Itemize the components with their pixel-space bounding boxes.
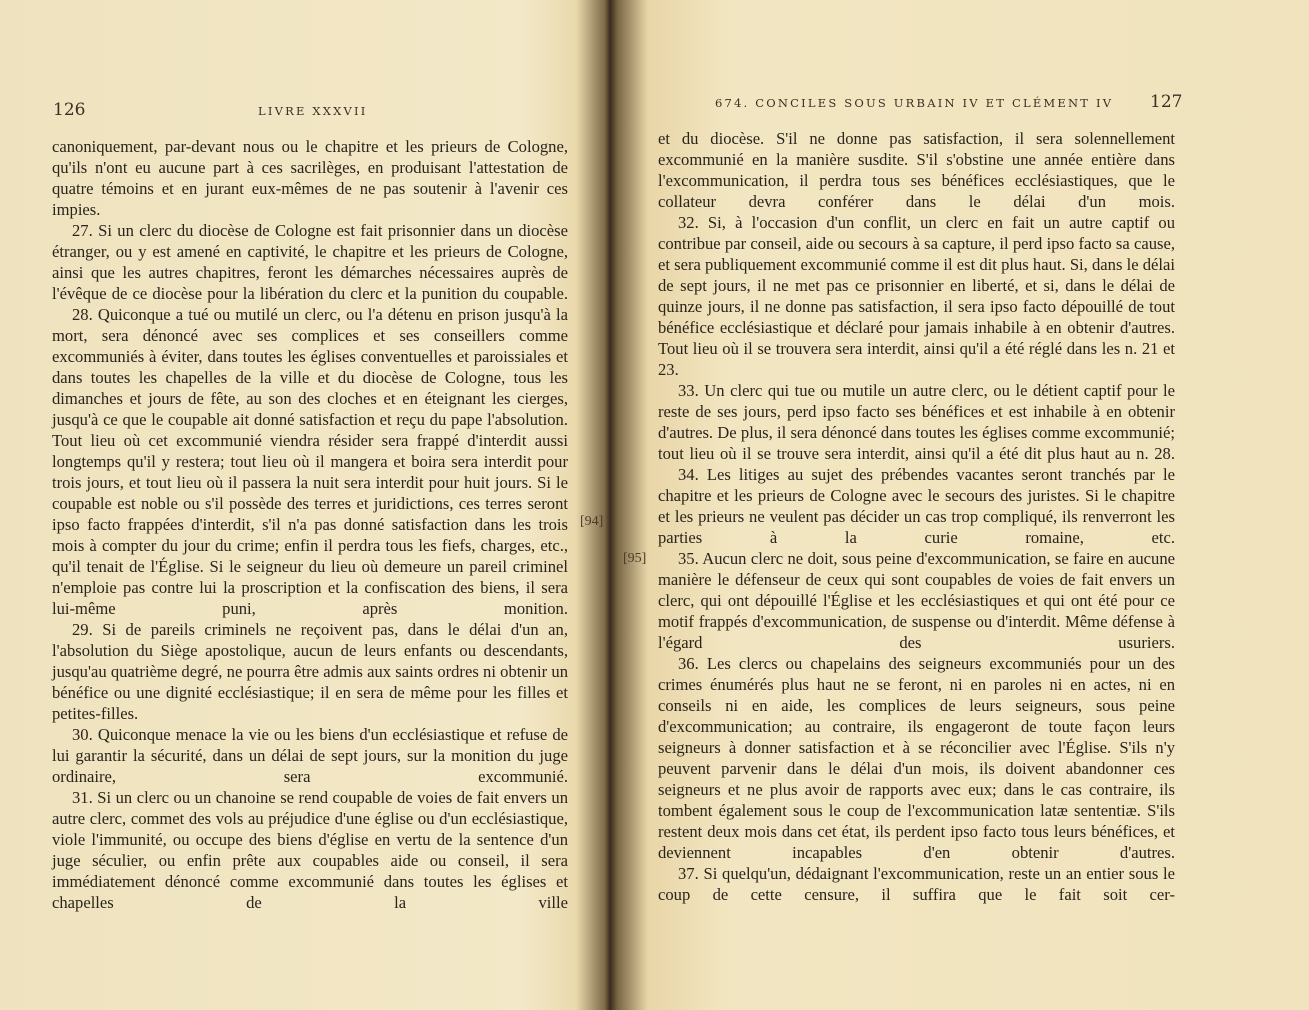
paragraph: 28. Quiconque a tué ou mutilé un clerc, ou l'a détenu en prison jusqu'à la mort, sera dénoncé avec ses complices et ses conseillers comme excommuniés à éviter, dans toutes les églises conventuelles et paroissiales et dans toutes les chapelles de la ville et du diocèse de Cologne, tous les dimanches et jours de fête, au son des cloches et en éteignant les cierges, jusqu'à ce que le coupable ait donné satisfaction et reçu du pape l'absolution. Tout lieu où cet excommunié viendra résider sera frappé d'interdit aussi longtemps qu'il y restera; tout lieu où il mangera et boira sera interdit pour trois jours, et tout lieu où il passera la nuit sera interdit pour huit jours. Si le coupable est noble ou s'il possède des terres et juridictions, ces terres seront ipso facto frappées d'interdit, s'il n'a pas donné satisfaction dans les trois mois à compter du jour du crime; enfin il perdra tous les fiefs, charges, etc., qu'il tenait de l'Église. Si le seigneur du lieu où demeure un pareil criminel n'emploie pas contre lui la proscription et la confiscation des biens, il sera lui-même puni, après monition. xyxy=(52,305,568,618)
right-page-number: 127 xyxy=(1150,92,1183,112)
paragraph: 36. Les clercs ou chapelains des seigneurs excommuniés pour un des crimes énumérés plus haut ne se feront, ni en paroles ni en actes, ni en conseils ni en aide, les complices de leurs seigneurs, sous peine d'excommunication; au contraire, ils engageront de toute façon leurs seigneurs à donner satisfaction et à se réconcilier avec l'Église. S'ils n'y peuvent parvenir dans le délai d'un mois, ils doivent abandonner ces seigneurs et ne plus avoir de rapports avec eux; dans le cas contraire, ils tombent également sous le coup de l'excommunication latæ sententiæ. S'ils restent deux mois dans cet état, ils perdent ipso facto tous leurs bénéfices, et deviennent incapables d'en obtenir d'autres. xyxy=(658,654,1175,862)
margin-reference: [94] xyxy=(580,514,604,529)
left-page-number: 126 xyxy=(53,100,86,120)
paragraph: 35. Aucun clerc ne doit, sous peine d'excommunication, se faire en aucune manière le défenseur de ceux qui sont coupables de voies de fait envers un clerc, qui ont dépouillé l'Église et les ecclésiastiques et qui ont été pour ce motif frappés d'excommunication, de suspense ou d'interdit. Même défense à l'égard des usuriers. xyxy=(658,549,1175,652)
paragraph: canoniquement, par-devant nous ou le chapitre et les prieurs de Cologne, qu'ils n'ont eu aucune part à ces sacrilèges, en produisant l'attestation de quatre témoins et en jurant eux-mêmes de ne pas soutenir à l'avenir ces impies. xyxy=(52,137,568,219)
left-page xyxy=(0,0,605,1010)
left-body-text xyxy=(52,136,568,913)
right-body-text xyxy=(658,128,1175,905)
paragraph: 30. Quiconque menace la vie ou les biens d'un ecclésiastique et refuse de lui garantir la sécurité, dans un délai de sept jours, sur la monition du juge ordinaire, sera excommunié. xyxy=(52,725,568,786)
left-running-head: LIVRE XXXVII xyxy=(258,104,368,118)
paragraph: 32. Si, à l'occasion d'un conflit, un clerc en fait un autre captif ou contribue par conseil, aide ou secours à sa capture, il perd ipso facto sa cause, et sera publiquement excommunié comme il est dit plus haut. Si, dans le délai de sept jours, il ne met pas ce prisonnier en liberté, et si, dans le délai de quinze jours, il ne donne pas satisfaction, il sera ipso facto dépouillé de tout bénéfice ecclésiastique et déclaré pour jamais inhabile à en obtenir d'autres. Tout lieu où il se trouvera sera interdit, ainsi qu'il a été réglé dans les n. 21 et 23. xyxy=(658,213,1175,379)
margin-reference: [95] xyxy=(623,551,647,566)
paragraph: et du diocèse. S'il ne donne pas satisfaction, il sera solennellement excommunié en la manière susdite. S'il s'obstine une année entière dans l'excommunication, il perdra tous ses bénéfices ecclésiastiques, que le collateur devra conférer dans le délai d'un mois. xyxy=(658,129,1175,211)
paragraph: 29. Si de pareils criminels ne reçoivent pas, dans le délai d'un an, l'absolution du Siège apostolique, aucun de leurs enfants ou descendants, jusqu'au quatrième degré, ne pourra être admis aux saints ordres ni obtenir un bénéfice ou une dignité ecclésiastique; il en sera de même pour les filles et petites-filles. xyxy=(52,620,568,723)
paragraph: 31. Si un clerc ou un chanoine se rend coupable de voies de fait envers un autre clerc, commet des vols au préjudice d'une église ou d'un ecclésiastique, viole l'immunité, ou occupe des biens d'église en vertu de la sentence d'un juge séculier, ou enfin prête aux coupables aide ou conseil, il sera immédiatement dénoncé comme excommunié dans toutes les églises et chapelles de la ville xyxy=(52,788,568,912)
paragraph: 37. Si quelqu'un, dédaignant l'excommunication, reste un an entier sous le coup de cette censure, il suffira que le fait soit cer- xyxy=(658,864,1175,904)
paragraph: 27. Si un clerc du diocèse de Cologne est fait prisonnier dans un diocèse étranger, ou y est amené en captivité, le chapitre et les prieurs de Cologne, ainsi que les autres chapitres, feront les démarches nécessaires auprès de l'évêque de ce diocèse pour la libération du clerc et la punition du coupable. xyxy=(52,221,568,303)
paragraph: 33. Un clerc qui tue ou mutile un autre clerc, ou le détient captif pour le reste de ses jours, perd ipso facto ses bénéfices et est inhabile à en obtenir d'autres. De plus, il sera dénoncé dans toutes les églises comme excommunié; tout lieu où il se trouve sera interdit, ainsi qu'il a été dit plus haut au n. 28. xyxy=(658,381,1175,463)
right-page xyxy=(580,0,1309,1010)
right-running-head: 674. CONCILES SOUS URBAIN IV ET CLÉMENT IV xyxy=(715,96,1114,110)
paragraph: 34. Les litiges au sujet des prébendes vacantes seront tranchés par le chapitre et les prieurs de Cologne avec le secours des juristes. Si le chapitre et les prieurs ne veulent pas décider un cas trop compliqué, ils renverront les parties à la curie romaine, etc. xyxy=(658,465,1175,547)
